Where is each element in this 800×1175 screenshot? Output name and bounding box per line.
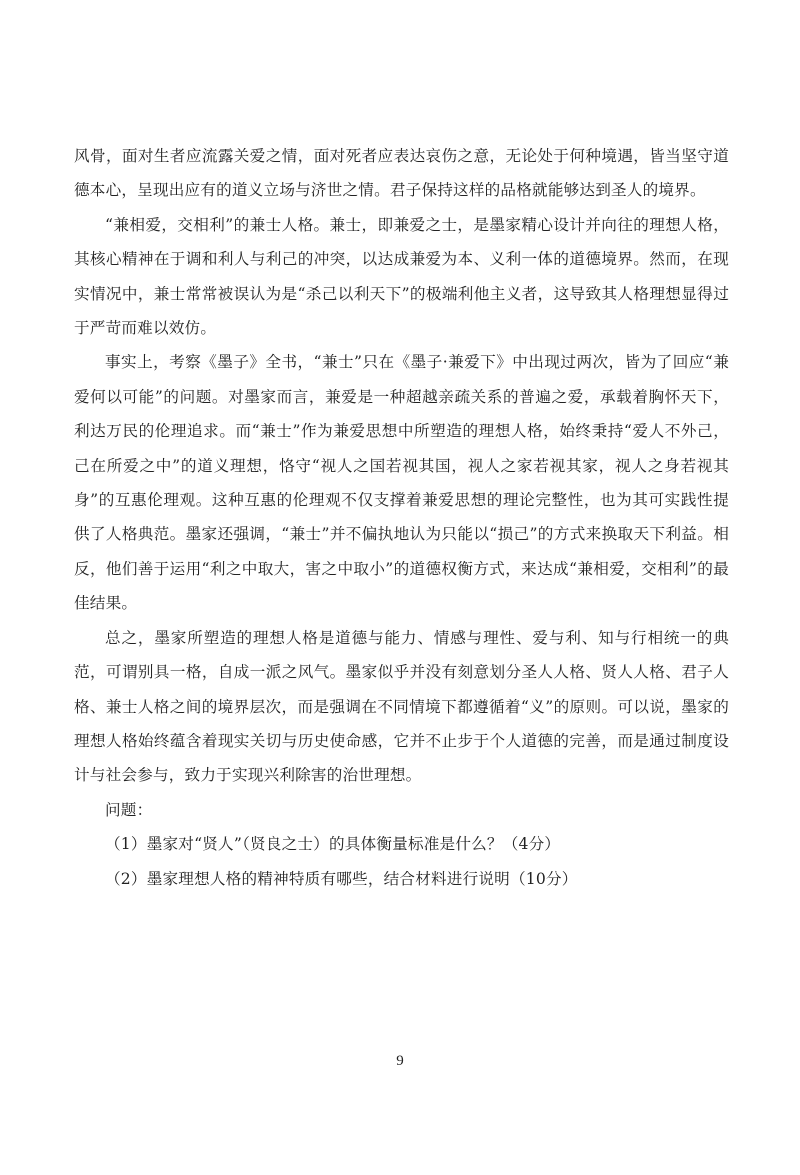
paragraph-continuation: 风骨，面对生者应流露关爱之情，面对死者应表达哀伤之意，无论处于何种境遇，皆当坚守道德本心，呈现出应有的道义立场与济世之情。君子保持这样的品格就能够达到圣人的境界。 bbox=[74, 147, 729, 200]
paragraph-mozi-analysis: 事实上，考察《墨子》全书，“兼士”只在《墨子·兼爱下》中出现过两次，皆为了回应“兼爱何以可能”的问题。对墨家而言，兼爱是一种超越亲疏关系的普遍之爱，承载着胸怀天下，利达万民的伦理追求。而“兼士”作为兼爱思想中所塑造的理想人格，始终秉持“爱人不外己，己在所爱之中”的道义理想，恪守“视人之国若视其国，视人之家若视其家，视人之身若视其身”的互惠伦理观。这种互惠的伦理观不仅支撑着兼爱思想的理论完整性，也为其可实践性提供了人格典范。墨家还强调，“兼士”并不偏执地认为只能以“损己”的方式来换取天下利益。相反，他们善于运用“利之中取大，害之中取小”的道德权衡方式，来达成“兼相爱，交相利”的最佳结果。 bbox=[74, 353, 729, 613]
document-body bbox=[74, 139, 729, 896]
question-1: （1）墨家对“贤人”（贤良之士）的具体衡量标准是什么？（4分） bbox=[105, 835, 561, 854]
paragraph-jianshi-personality: “兼相爱，交相利”的兼士人格。兼士，即兼爱之士，是墨家精心设计并向往的理想人格，其核心精神在于调和利人与利己的冲突，以达成兼爱为本、义利一体的道德境界。然而，在现实情况中，兼士常常被误认为是“杀己以利天下”的极端利他主义者，这导致其人格理想显得过于严苛而难以效仿。 bbox=[74, 215, 729, 338]
questions-label: 问题： bbox=[105, 800, 153, 819]
page-number: 9 bbox=[396, 1053, 404, 1069]
paragraph-conclusion: 总之，墨家所塑造的理想人格是道德与能力、情感与理性、爱与利、知与行相统一的典范，可谓别具一格，自成一派之风气。墨家似乎并没有刻意划分圣人人格、贤人人格、君子人格、兼士人格之间的境界层次，而是强调在不同情境下都遵循着“义”的原则。可以说，墨家的理想人格始终蕴含着现实关切与历史使命感，它并不止步于个人道德的完善，而是通过制度设计与社会参与，致力于实现兴利除害的治世理想。 bbox=[74, 628, 729, 785]
question-2: （2）墨家理想人格的精神特质有哪些，结合材料进行说明（10分） bbox=[105, 869, 578, 888]
